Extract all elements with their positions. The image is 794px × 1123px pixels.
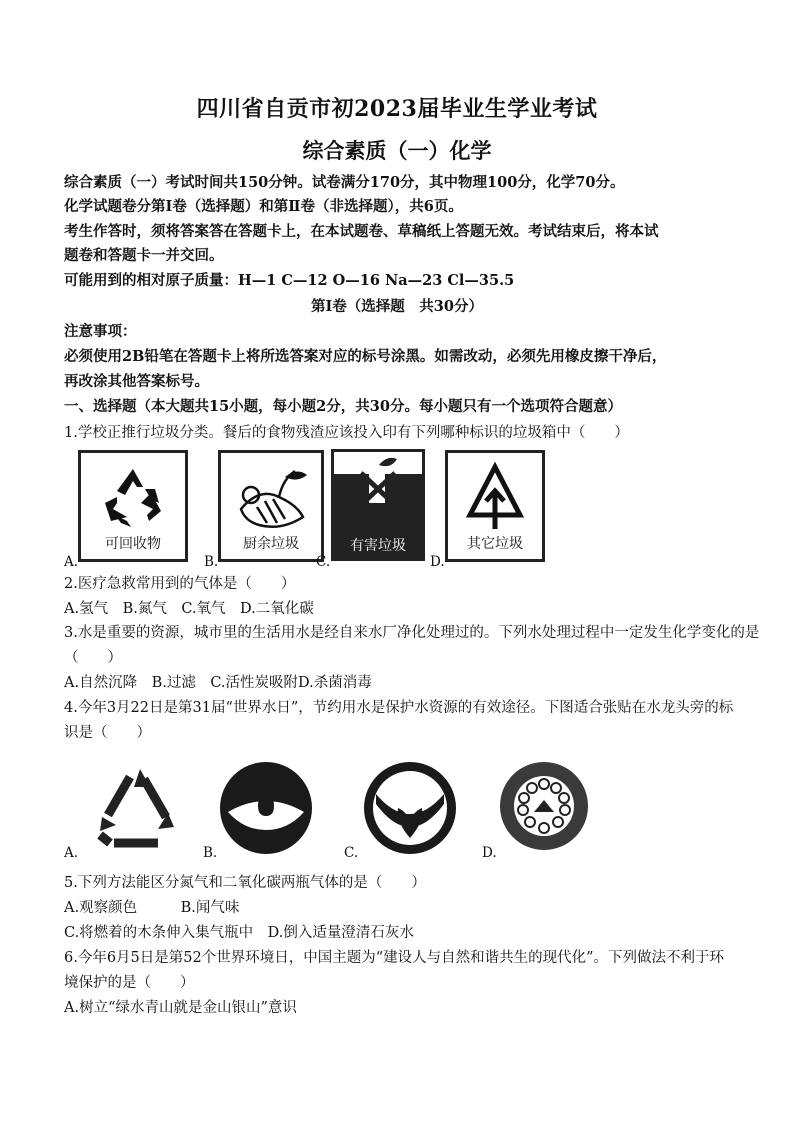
page-title: 四川省自贡市初2023届毕业生学业考试	[196, 96, 598, 122]
recyclable-sign	[78, 450, 188, 562]
food-waste-icon	[221, 457, 321, 537]
question-5-options-1: A.观察颜色 B.闻气味	[64, 900, 240, 916]
question-6-option-a: A.树立“绿水青山就是金山银山”意识	[64, 1000, 297, 1016]
q4-option-a: A.	[64, 845, 79, 861]
q1-option-d: D.	[430, 554, 445, 570]
intro-line-1: 综合素质（一）考试时间共150分钟。试卷满分170分，其中物理100分，化学70分。	[64, 174, 625, 191]
sign-caption: 其它垃圾	[467, 536, 523, 552]
part-one-heading: 一、选择题（本大题共15小题，每小题2分，共30分。每小题只有一个选项符合题意）	[64, 398, 622, 415]
notice-line-1: 必须使用2B铅笔在答题卡上将所选答案对应的标号涂黑。如需改动，必须先用橡皮擦干净后，	[64, 348, 667, 365]
question-2-options: A.氢气 B.氮气 C.氧气 D.二氧化碳	[64, 601, 314, 617]
triangle-arrow-icon	[448, 457, 542, 537]
environment-seal-icon	[498, 760, 590, 852]
sign-caption: 可回收物	[105, 536, 161, 552]
water-drop-logo-icon	[218, 760, 314, 856]
question-6: 6.今年6月5日是第52个世界环境日，中国主题为“建设人与自然和谐共生的现代化”。下列做法不利于环	[64, 950, 725, 966]
intro-line-5: 可能用到的相对原子质量：H—1 C—12 O—16 Na—23 Cl—35.5	[64, 272, 515, 289]
intro-line-3: 考生作答时，须将答案答在答题卡上，在本试题卷、草稿纸上答题无效。考试结束后，将本试	[64, 223, 659, 240]
q1-option-b: B.	[204, 554, 219, 570]
sign-caption: 厨余垃圾	[243, 536, 299, 552]
recycle-icon	[81, 459, 185, 539]
recycle-triangle-icon	[88, 765, 184, 857]
battery-cross-icon	[331, 455, 425, 515]
q4-option-c: C.	[344, 845, 359, 861]
question-6-cont: 境保护的是（ ）	[64, 975, 195, 991]
question-3-options: A.自然沉降 B.过滤 C.活性炭吸附D.杀菌消毒	[64, 675, 372, 691]
q1-option-c: C.	[316, 554, 331, 570]
question-1: 1.学校正推行垃圾分类。餐后的食物残渣应该投入印有下列哪种标识的垃圾箱中（ ）	[64, 425, 629, 441]
question-4: 4.今年3月22日是第31届“世界水日”，节约用水是保护水资源的有效途径。下图适合张贴在水龙头旁的标	[64, 700, 734, 716]
section-heading: 第Ⅰ卷（选择题 共30分）	[311, 298, 483, 315]
kitchen-waste-sign	[218, 450, 324, 562]
page-subtitle: 综合素质（一）化学	[302, 138, 492, 163]
notice-line-2: 再改涂其他答案标号。	[64, 373, 209, 390]
question-3-blank: （ ）	[64, 650, 122, 666]
q4-option-b: B.	[203, 845, 218, 861]
intro-line-2: 化学试题卷分第Ⅰ卷（选择题）和第Ⅱ卷（非选择题），共6页。	[64, 198, 463, 215]
other-waste-sign	[445, 450, 545, 562]
sign-caption: 有害垃圾	[350, 538, 406, 554]
q1-option-a: A.	[64, 554, 79, 570]
question-5: 5.下列方法能区分氮气和二氧化碳两瓶气体的是（ ）	[64, 875, 426, 891]
question-4-cont: 识是（ ）	[64, 725, 151, 741]
question-5-options-2: C.将燃着的木条伸入集气瓶中 D.倒入适量澄清石灰水	[64, 925, 414, 941]
intro-line-4: 题卷和答题卡一并交回。	[64, 247, 224, 264]
hazardous-waste-sign	[331, 449, 425, 561]
question-3: 3.水是重要的资源，城市里的生活用水是经自来水厂净化处理过的。下列水处理过程中一定发生化学变化的是	[64, 625, 760, 641]
notice-label: 注意事项：	[64, 323, 137, 340]
question-2: 2.医疗急救常用到的气体是（ ）	[64, 576, 296, 592]
water-saving-logo-icon	[362, 760, 458, 856]
q4-option-d: D.	[482, 845, 497, 861]
